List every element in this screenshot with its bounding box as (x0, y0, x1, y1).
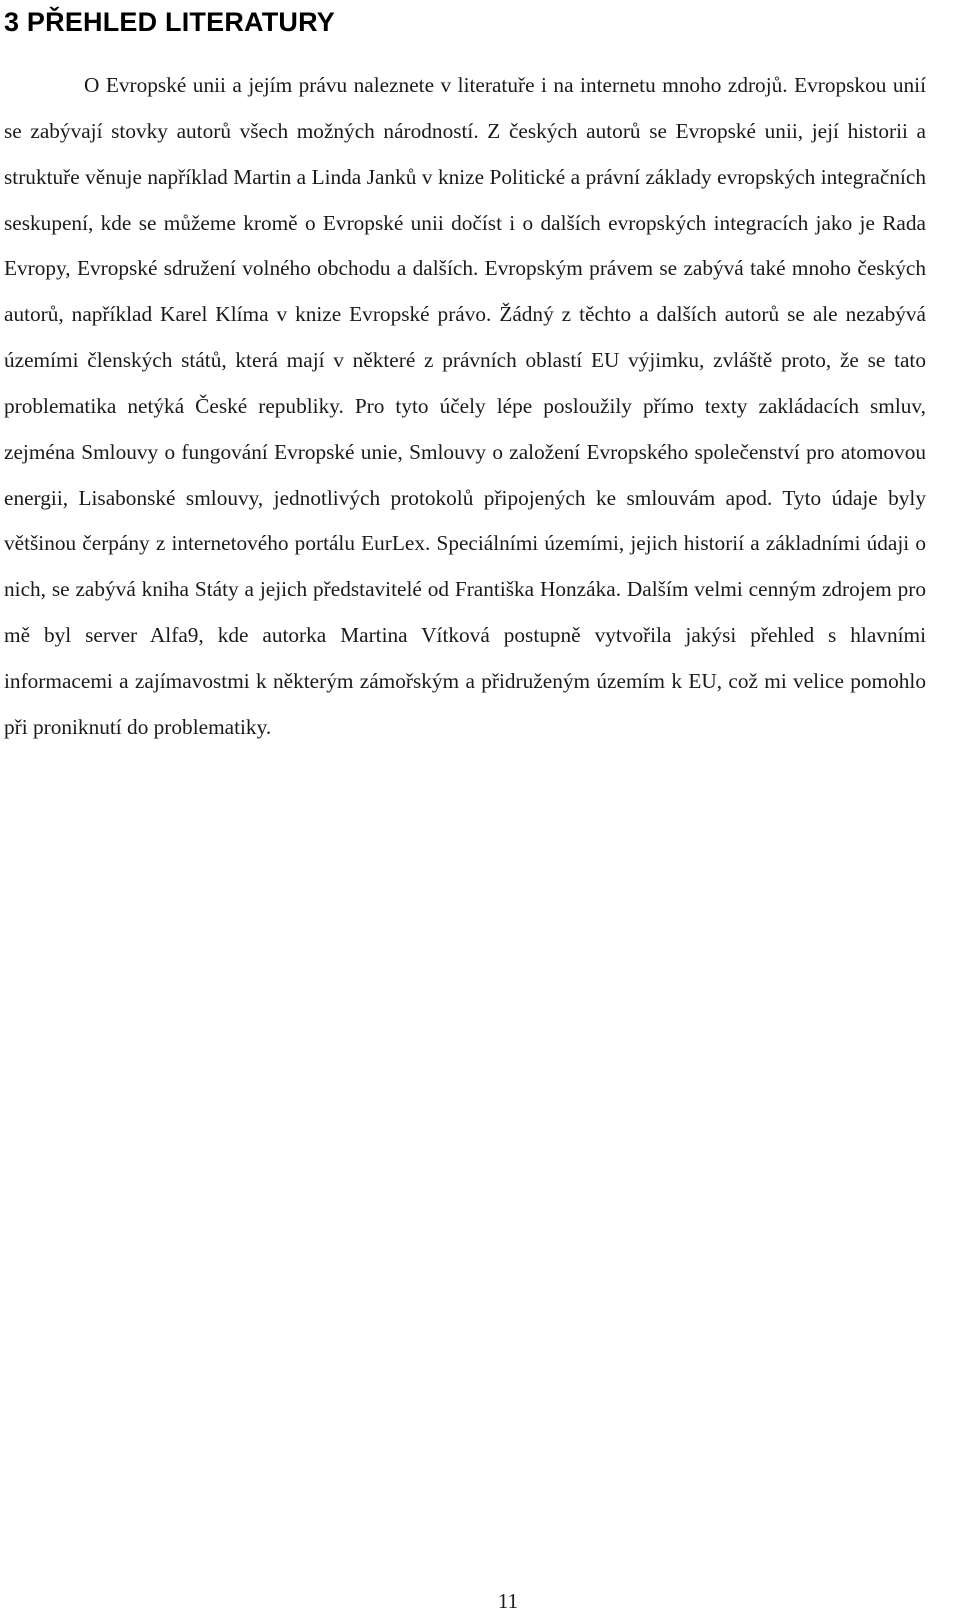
page-number: 11 (497, 1589, 519, 1613)
body-paragraph: O Evropské unii a jejím právu naleznete v literatuře i na internetu mnoho zdrojů. Evropskou unií se zabývají stovky autorů všech možných národností. Z českých autorů se Evropské unii, její historii a struktuře věnuje například Martin a Linda Janků v knize Politické a právní základy evropských integračních seskupení, kde se můžeme kromě o Evropské unii dočíst i o dalších evropských integracích jako je Rada Evropy, Evropské sdružení volného obchodu a dalších. Evropským právem se zabývá také mnoho českých autorů, například Karel Klíma v knize Evropské právo. Žádný z těchto a dalších autorů se ale nezabývá územími členských států, která mají v některé z právních oblastí EU výjimku, zvláště proto, že se tato problematika netýká České republiky. Pro tyto účely lépe posloužily přímo texty zakládacích smluv, zejména Smlouvy o fungování Evropské unie, Smlouvy o založení Evropského společenství pro atomovou energii, Lisabonské smlouvy, jednotlivých protokolů připojených ke smlouvám apod. Tyto údaje byly většinou čerpány z internetového portálu EurLex. Speciálními územími, jejich historií a základními údaji o nich, se zabývá kniha Státy a jejich představitelé od Františka Honzáka. Dalším velmi cenným zdrojem pro mě byl server Alfa9, kde autorka Martina Vítková postupně vytvořila jakýsi přehled s hlavními informacemi a zajímavostmi k některým zámořským a přidruženým územím k EU, což mi velice pomohlo při proniknutí do problematiky. (4, 73, 926, 739)
section-heading: 3 PŘEHLED LITERATURY (4, 7, 336, 37)
